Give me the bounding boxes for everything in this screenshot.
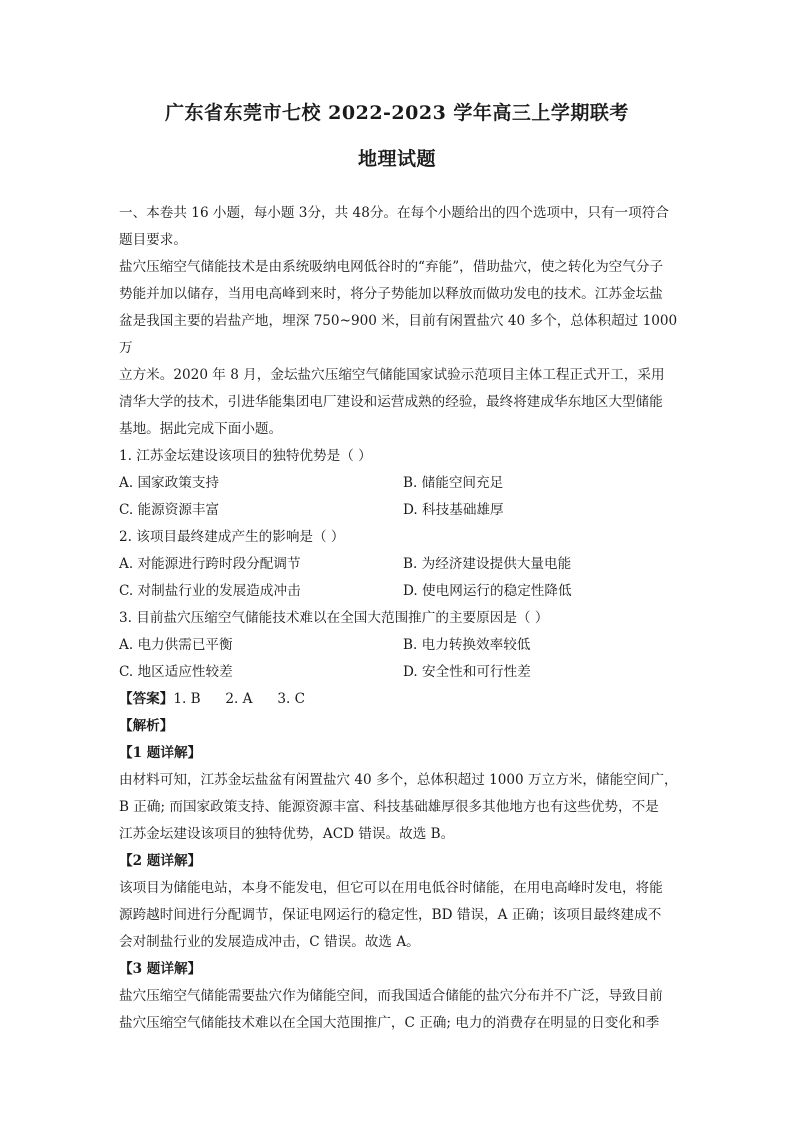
option-c: C. 对制盐行业的发展造成冲击 xyxy=(119,583,301,599)
page-subtitle: 地理试题 xyxy=(357,148,436,170)
question-3-stem: 3. 目前盐穴压缩空气储能技术难以在全国大范围推广的主要原因是（ ） xyxy=(119,610,549,626)
document-body xyxy=(119,200,679,1037)
detail-2-line: 该项目为储能电站，本身不能发电，但它可以在用电低谷时储能，在用电高峰时发电，将能 xyxy=(119,880,663,896)
answer-row xyxy=(119,686,679,713)
answer-item: 2. A xyxy=(225,691,253,707)
passage-line: 盆是我国主要的岩盐产地，埋深 750~900 米，目前有闲置盐穴 40 多个，总体积超过 1000 万 xyxy=(119,313,678,356)
question-2-options-row xyxy=(119,578,679,605)
detail-3-line: 盐穴压缩空气储能需要盐穴作为储能空间，而我国适合储能的盐穴分布并不广泛，导致目前 xyxy=(119,988,663,1004)
detail-1-line: 江苏金坛建设该项目的独特优势，ACD 错误。故选 B。 xyxy=(119,826,455,842)
detail-2-line: 会对制盐行业的发展造成冲击，C 错误。故选 A。 xyxy=(119,934,420,950)
detail-1-heading: 【1 题详解】 xyxy=(119,745,202,761)
detail-1-line: B 正确; 而国家政策支持、能源资源丰富、科技基础雄厚很多其他地方也有这些优势，不是 xyxy=(119,799,659,815)
page-title: 广东省东莞市七校 2022-2023 学年高三上学期联考 xyxy=(165,102,629,124)
detail-3-heading: 【3 题详解】 xyxy=(119,961,202,977)
option-d: D. 安全性和可行性差 xyxy=(403,664,531,680)
question-1-stem: 1. 江苏金坛建设该项目的独特优势是（ ） xyxy=(119,448,372,464)
passage-line: 清华大学的技术，引进华能集团电厂建设和运营成熟的经验，最终将建成华东地区大型储能 xyxy=(119,394,663,410)
section-intro-line: 题目要求。 xyxy=(119,232,187,248)
option-a: A. 电力供需已平衡 xyxy=(119,637,233,653)
option-b: B. 电力转换效率较低 xyxy=(403,637,531,653)
option-a: A. 对能源进行跨时段分配调节 xyxy=(119,556,301,572)
answer-label: 【答案】 xyxy=(119,691,174,707)
question-3-options-row xyxy=(119,659,679,686)
option-a: A. 国家政策支持 xyxy=(119,475,220,491)
detail-2-heading: 【2 题详解】 xyxy=(119,853,202,869)
option-b: B. 储能空间充足 xyxy=(403,475,504,491)
passage-line: 基地。据此完成下面小题。 xyxy=(119,421,283,437)
question-1-options-row xyxy=(119,470,679,497)
question-3-options-row xyxy=(119,632,679,659)
option-c: C. 能源资源丰富 xyxy=(119,502,220,518)
passage-line: 立方米。2020 年 8 月，金坛盐穴压缩空气储能国家试验示范项目主体工程正式开工，采用 xyxy=(119,367,665,383)
option-b: B. 为经济建设提供大量电能 xyxy=(403,556,572,572)
question-1-options-row xyxy=(119,497,679,524)
option-d: D. 科技基础雄厚 xyxy=(403,502,504,518)
detail-2-line: 源跨越时间进行分配调节，保证电网运行的稳定性，BD 错误，A 正确；该项目最终建成不 xyxy=(119,907,662,923)
option-d: D. 使电网运行的稳定性降低 xyxy=(403,583,572,599)
analysis-label: 【解析】 xyxy=(119,718,174,734)
question-2-stem: 2. 该项目最终建成产生的影响是（ ） xyxy=(119,529,345,545)
passage-line: 盐穴压缩空气储能技术是由系统吸纳电网低谷时的“弃能”，借助盐穴，使之转化为空气分子 xyxy=(119,259,664,275)
detail-1-line: 由材料可知，江苏金坛盐盆有闲置盐穴 40 多个，总体积超过 1000 万立方米，储能空间广， xyxy=(119,772,678,788)
answer-item: 3. C xyxy=(277,691,306,707)
detail-3-line: 盐穴压缩空气储能技术难以在全国大范围推广，C 正确; 电力的消费存在明显的日变化和季 xyxy=(119,1015,660,1031)
answer-item: 1. B xyxy=(173,691,201,707)
question-2-options-row xyxy=(119,551,679,578)
section-intro-line: 一、本卷共 16 小题，每小题 3分，共 48分。在每个小题给出的四个选项中，只有一项符合 xyxy=(119,205,669,221)
passage-line: 势能并加以储存，当用电高峰到来时，将分子势能加以释放而做功发电的技术。江苏金坛盐 xyxy=(119,286,663,302)
option-c: C. 地区适应性较差 xyxy=(119,664,233,680)
